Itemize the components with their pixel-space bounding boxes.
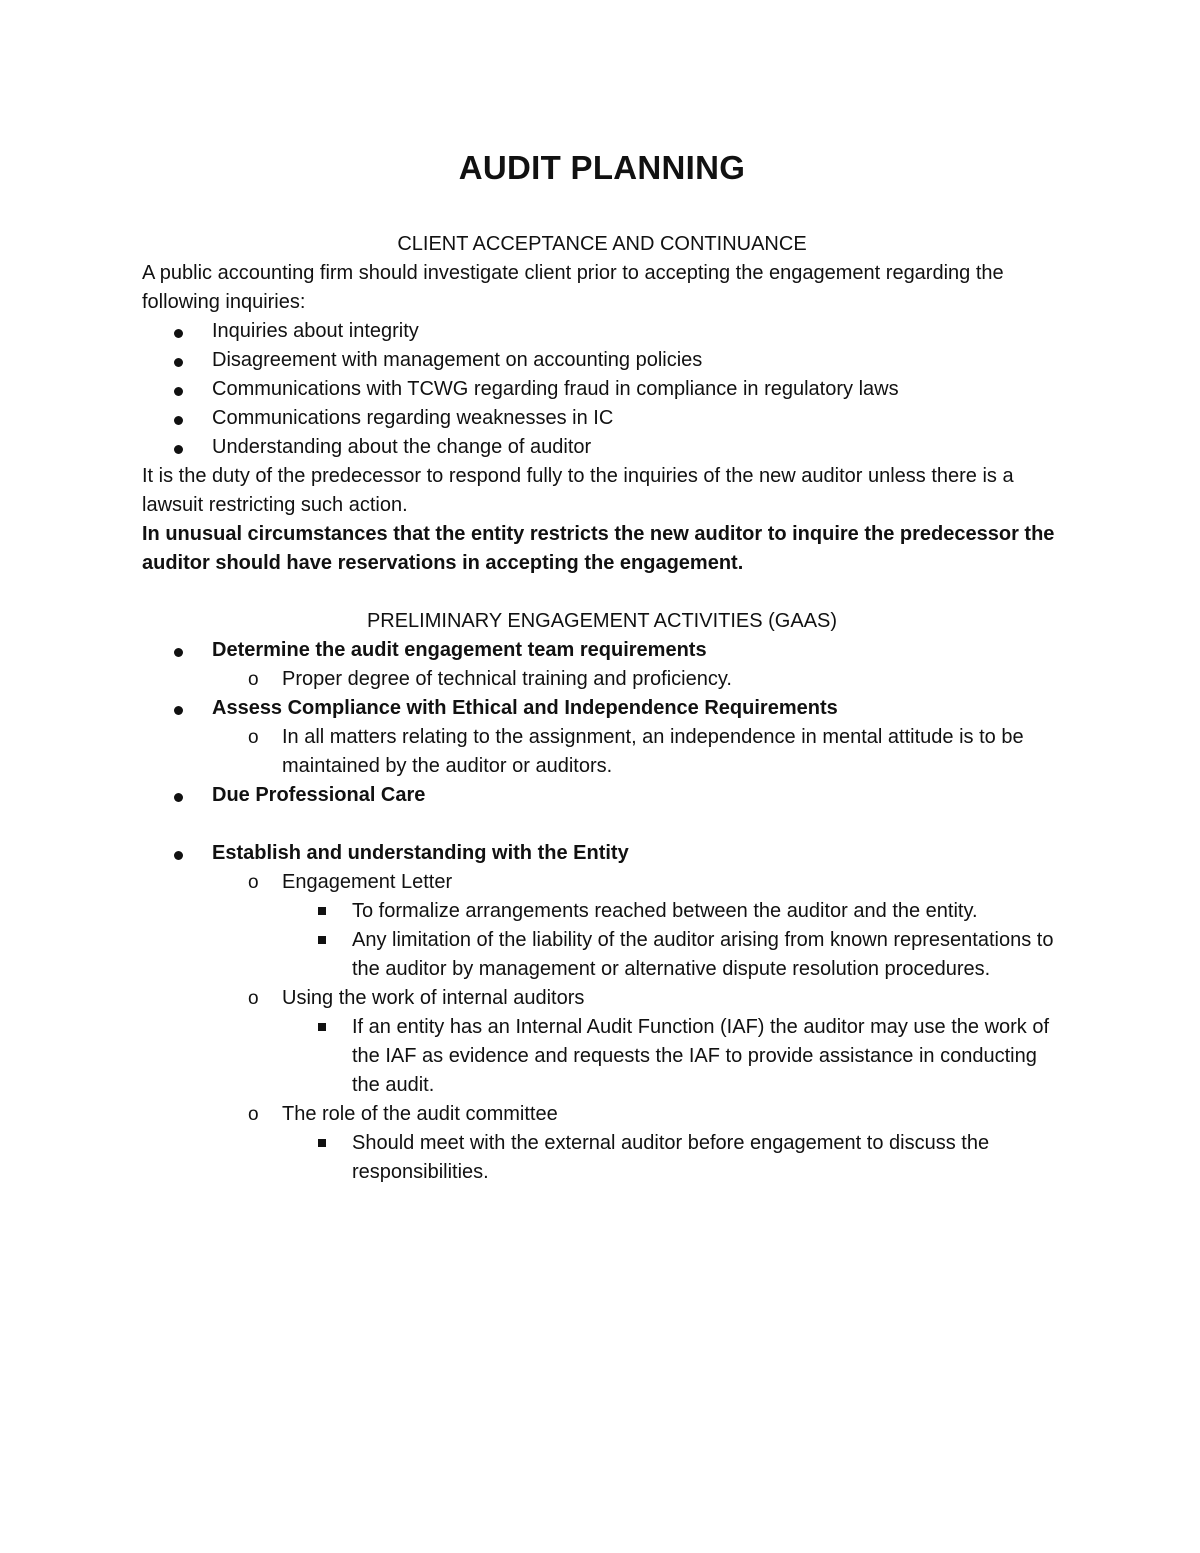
list-item: Communications with TCWG regarding fraud in compliance in regulatory laws bbox=[142, 375, 1062, 404]
list-item: o In all matters relating to the assignment, an independence in mental attitude is to be maintained by the auditor or auditors. bbox=[212, 723, 1062, 781]
list-item: Assess Compliance with Ethical and Independence Requirements o In all matters relating to the assignment, an independence in mental attitude is to be maintained by the auditor or auditors. bbox=[142, 694, 1062, 781]
sub-sub-list bbox=[282, 1013, 1062, 1100]
list-item: Understanding about the change of auditor bbox=[142, 433, 1062, 462]
section-preliminary-activities bbox=[142, 607, 1062, 1187]
section-heading: PRELIMINARY ENGAGEMENT ACTIVITIES (GAAS) bbox=[366, 610, 838, 632]
list-item: Inquiries about integrity bbox=[142, 317, 1062, 346]
sub-list bbox=[212, 868, 1062, 1187]
list-item: o The role of the audit committee Should meet with the external auditor before engagement to discuss the responsibilities. bbox=[212, 1100, 1062, 1187]
list-item: Any limitation of the liability of the auditor arising from known representations to the auditor by management or alternative dispute resolution procedures. bbox=[282, 926, 1062, 984]
section-heading: CLIENT ACCEPTANCE AND CONTINUANCE bbox=[397, 233, 807, 255]
activities-list bbox=[142, 636, 1062, 1187]
circle-bullet-icon: o bbox=[248, 727, 259, 748]
bullet-icon bbox=[174, 387, 183, 396]
list-item: o Using the work of internal auditors If an entity has an Internal Audit Function (IAF) the auditor may use the work of the IAF as evidence and requests the IAF to provide assistance in conducting the audit. bbox=[212, 984, 1062, 1100]
list-item: Communications regarding weaknesses in IC bbox=[142, 404, 1062, 433]
bullet-icon bbox=[174, 793, 183, 802]
document-title: AUDIT PLANNING bbox=[458, 149, 746, 186]
bullet-icon bbox=[174, 329, 183, 338]
circle-bullet-icon: o bbox=[248, 988, 259, 1009]
bullet-icon bbox=[174, 358, 183, 367]
document-page bbox=[142, 140, 1062, 1187]
bullet-icon bbox=[174, 648, 183, 657]
list-item: If an entity has an Internal Audit Function (IAF) the auditor may use the work of the IAF as evidence and requests the IAF to provide assistance in conducting the audit. bbox=[282, 1013, 1062, 1100]
square-bullet-icon bbox=[318, 936, 326, 944]
circle-bullet-icon: o bbox=[248, 1104, 259, 1125]
list-item: Should meet with the external auditor before engagement to discuss the responsibilities. bbox=[282, 1129, 1062, 1187]
list-item: Due Professional Care bbox=[142, 781, 1062, 839]
sub-sub-list bbox=[282, 897, 1062, 984]
reservations-paragraph: In unusual circumstances that the entity restricts the new auditor to inquire the predecessor the auditor should have reservations in accepting the engagement. bbox=[142, 523, 1055, 574]
bullet-icon bbox=[174, 706, 183, 715]
circle-bullet-icon: o bbox=[248, 872, 259, 893]
list-item: o Engagement Letter To formalize arrangements reached between the auditor and the entity. Any limitation of the liability of the auditor arising from known representations to the auditor by management or alternative dispute resolution procedures. bbox=[212, 868, 1062, 984]
blank-line bbox=[212, 810, 1062, 839]
bullet-icon bbox=[174, 851, 183, 860]
square-bullet-icon bbox=[318, 907, 326, 915]
bullet-icon bbox=[174, 416, 183, 425]
intro-paragraph: A public accounting firm should investigate client prior to accepting the engagement regarding the following inquiries: bbox=[142, 262, 1004, 313]
list-item: o Proper degree of technical training and proficiency. bbox=[212, 665, 1062, 694]
list-item: Establish and understanding with the Entity o Engagement Letter To formalize arrangements reached between the auditor and the entity. Any limitation of the liability of the auditor arising from known representations to the auditor by management or alternative dispute resolution procedures. o Using the work of internal auditors If an entity has an Internal Audit Function (IAF) the auditor may use the work of the IAF as evidence and requests the IAF to provide assistance in conducting the audit. o The role of the audit committee Should meet with the external auditor before engagement to discuss the responsibilities. bbox=[142, 839, 1062, 1187]
inquiries-list bbox=[142, 317, 1062, 462]
bullet-icon bbox=[174, 445, 183, 454]
list-item: Disagreement with management on accounting policies bbox=[142, 346, 1062, 375]
square-bullet-icon bbox=[318, 1139, 326, 1147]
square-bullet-icon bbox=[318, 1023, 326, 1031]
list-item: To formalize arrangements reached between the auditor and the entity. bbox=[282, 897, 1062, 926]
sub-list bbox=[212, 665, 1062, 694]
circle-bullet-icon: o bbox=[248, 669, 259, 690]
sub-sub-list bbox=[282, 1129, 1062, 1187]
sub-list bbox=[212, 723, 1062, 781]
section-client-acceptance bbox=[142, 230, 1062, 578]
duty-paragraph: It is the duty of the predecessor to respond fully to the inquiries of the new auditor unless there is a lawsuit restricting such action. bbox=[142, 465, 1014, 516]
list-item: Determine the audit engagement team requirements o Proper degree of technical training and proficiency. bbox=[142, 636, 1062, 694]
